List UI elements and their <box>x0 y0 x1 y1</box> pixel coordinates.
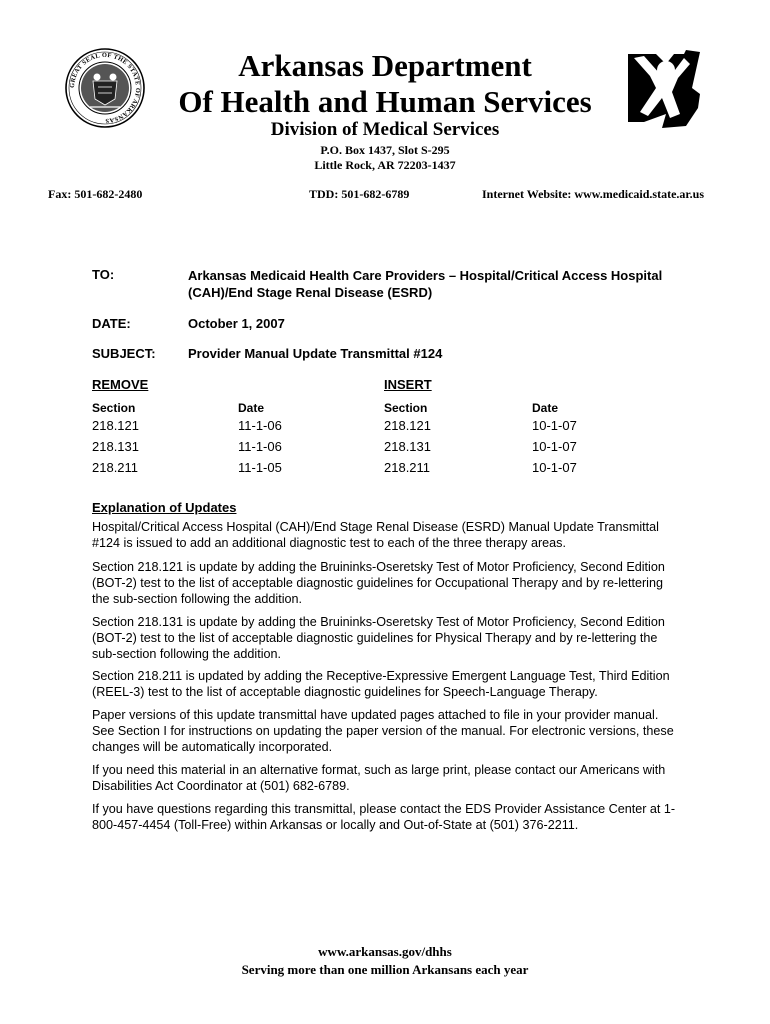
to-value: Arkansas Medicaid Health Care Providers – Hospital/Critical Access Hospital (CAH)/End Stage Renal Disease (ESRD) <box>188 268 663 300</box>
explanation-paragraph: Paper versions of this update transmittal have updated pages attached to file in your provider manual. See Section I for instructions on updating the paper version of the manual. For electronic versions, these changes will be automatically incorporated. <box>92 708 674 754</box>
explanation-paragraph: Hospital/Critical Access Hospital (CAH)/End Stage Renal Disease (ESRD) Manual Update Transmittal #124 is issued to add an additional diagnostic test to each of the three therapy areas. <box>92 520 659 550</box>
date-label: DATE: <box>92 316 131 331</box>
table-cell: 11-1-06 <box>238 439 282 454</box>
explanation-heading: Explanation of Updates <box>92 500 237 515</box>
website: Internet Website: www.medicaid.state.ar.us <box>482 187 704 201</box>
remove-date-header: Date <box>238 401 265 415</box>
explanation-paragraph: Section 218.211 is updated by adding the Receptive-Expressive Emergent Language Test, Third Edition (REEL-3) test to the list of acceptable diagnostic guidelines for Speech-Language Therapy. <box>92 669 670 699</box>
table-cell: 10-1-07 <box>532 418 577 433</box>
table-cell: 11-1-05 <box>238 460 282 475</box>
explanation-paragraph: If you need this material in an alternative format, such as large print, please contact our Americans with Disabilities Act Coordinator at (501) 682-6789. <box>92 763 666 793</box>
footer-tagline: Serving more than one million Arkansans each year <box>241 962 529 977</box>
address-line2: Little Rock, AR 72203-1437 <box>314 158 456 172</box>
explanation-paragraph: Section 218.121 is update by adding the Bruininks-Oseretsky Test of Motor Proficiency, Second Edition (BOT-2) test to the list of acceptable diagnostic guidelines for Occupational Therapy and by re-lettering the sub-section following the addition. <box>92 560 665 606</box>
table-cell: 10-1-07 <box>532 439 577 454</box>
to-label: TO: <box>92 267 115 282</box>
address-line1: P.O. Box 1437, Slot S-295 <box>320 143 450 157</box>
department-title-line2: Of Health and Human Services <box>178 84 592 119</box>
table-cell: 218.211 <box>384 460 431 475</box>
explanation-paragraph: If you have questions regarding this transmittal, please contact the EDS Provider Assistance Center at 1-800-457-4454 (Toll-Free) within Arkansas or locally and Out-of-State at (501) 376-2211. <box>92 802 676 832</box>
department-title-line1: Arkansas Department <box>238 48 532 83</box>
fax-number: Fax: 501-682-2480 <box>48 187 143 201</box>
table-cell: 218.131 <box>384 439 431 454</box>
insert-date-header: Date <box>532 401 559 415</box>
remove-section-header: Section <box>92 401 136 415</box>
table-cell: 218.121 <box>92 418 139 433</box>
tdd-number: TDD: 501-682-6789 <box>309 187 410 201</box>
table-cell: 218.121 <box>384 418 431 433</box>
date-value: October 1, 2007 <box>188 316 285 331</box>
subject-label: SUBJECT: <box>92 346 156 361</box>
insert-heading: INSERT <box>384 377 432 392</box>
table-cell: 11-1-06 <box>238 418 282 433</box>
footer-url: www.arkansas.gov/dhhs <box>318 944 452 959</box>
table-cell: 10-1-07 <box>532 460 577 475</box>
remove-heading: REMOVE <box>92 377 149 392</box>
insert-section-header: Section <box>384 401 428 415</box>
division-name: Division of Medical Services <box>270 119 500 140</box>
subject-value: Provider Manual Update Transmittal #124 <box>188 346 443 361</box>
table-cell: 218.131 <box>92 439 139 454</box>
seal-text: GREAT SEAL OF THE STATE OF ARKANSAS <box>68 51 142 125</box>
explanation-paragraph: Section 218.131 is update by adding the Bruininks-Oseretsky Test of Motor Proficiency, Second Edition (BOT-2) test to the list of acceptable diagnostic guidelines for Physical Therapy and by re-lettering the sub-section following the addition. <box>92 615 665 661</box>
table-cell: 218.211 <box>92 460 139 475</box>
